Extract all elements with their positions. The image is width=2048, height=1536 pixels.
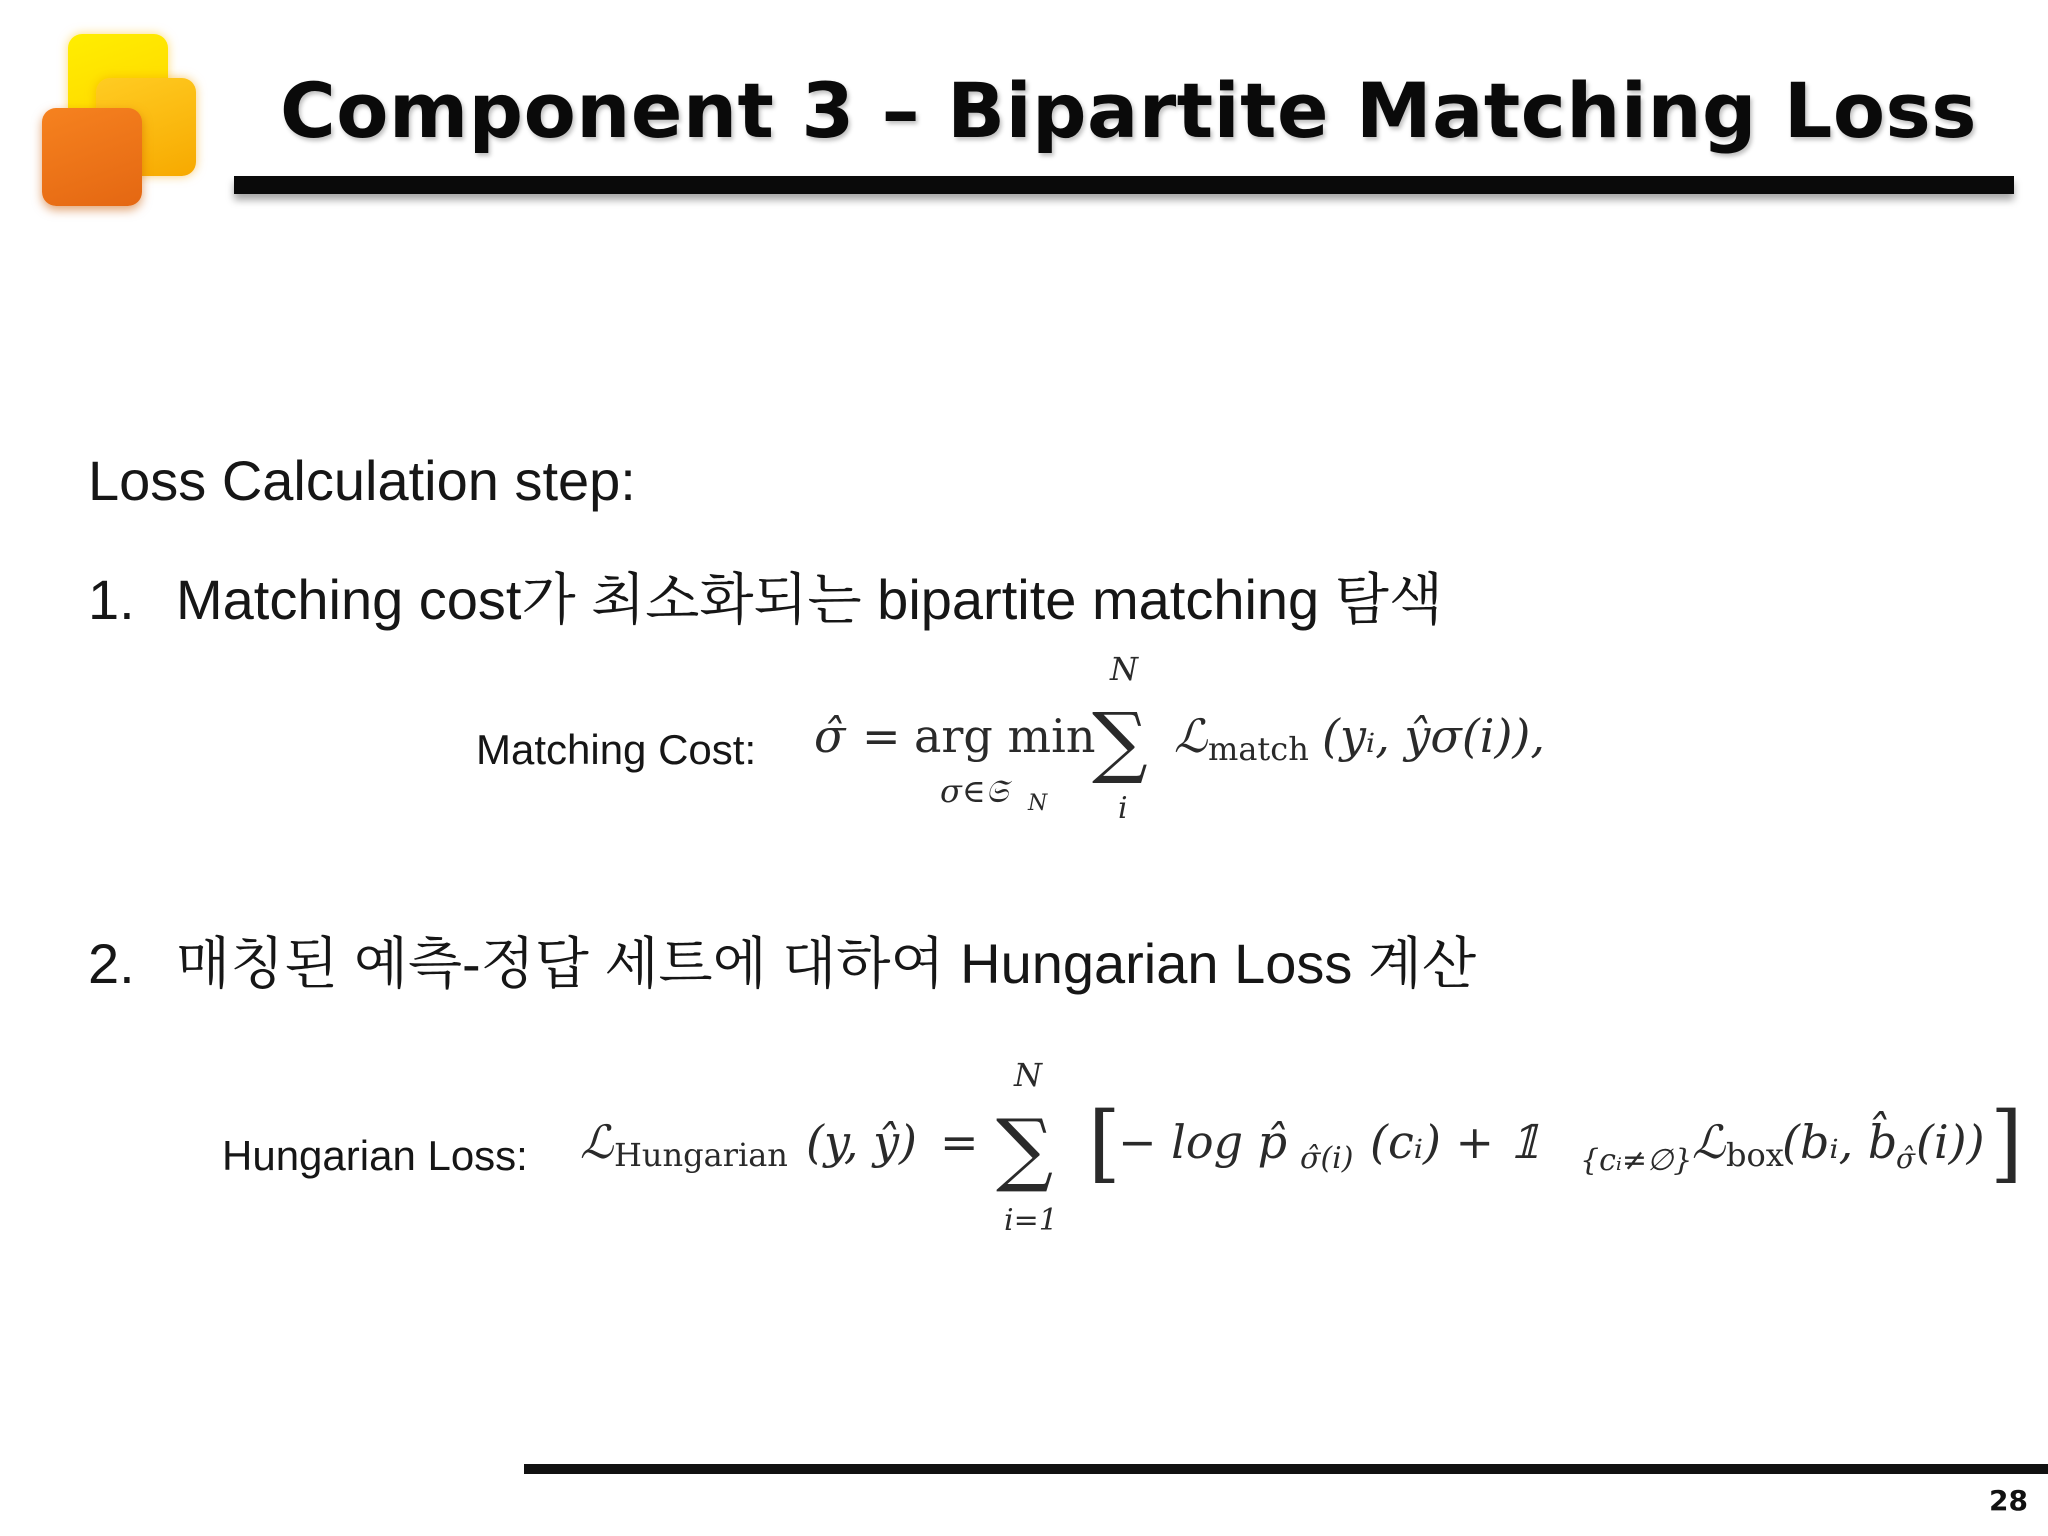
- step-1-text: Matching cost가 최소화되는 bipartite matching 탐색: [176, 568, 1443, 631]
- matching-arguments: (yᵢ, ŷσ(i)),: [1322, 709, 1545, 763]
- hungarian-loss-symbol: ℒ: [580, 1115, 614, 1169]
- box-loss-subscript: box: [1726, 1136, 1784, 1174]
- indicator-subscript: {cᵢ≠∅}: [1580, 1143, 1693, 1178]
- box-argument-tail: (i)): [1916, 1115, 1985, 1169]
- sigma-hat: σ̂: [814, 709, 846, 763]
- step-1: [88, 556, 1443, 636]
- hungarian-loss-arguments: (y, ŷ): [806, 1115, 918, 1169]
- hungarian-loss-formula: [570, 1056, 2023, 1248]
- hungarian-sum-upper-limit: N: [1014, 1056, 1042, 1094]
- hungarian-loss-label: Hungarian Loss:: [222, 1132, 528, 1179]
- hungarian-summation-symbol: ∑: [996, 1102, 1054, 1195]
- box-subscript: σ̂: [1896, 1142, 1916, 1175]
- loss-subscript-match: match: [1208, 730, 1309, 768]
- title-underline: [234, 176, 2014, 194]
- matching-cost-svg: [800, 650, 1560, 840]
- hungarian-loss-subscript: Hungarian: [614, 1136, 788, 1174]
- sum-lower-limit: i: [1118, 791, 1128, 826]
- argmin-subscript: σ∈𝔖: [940, 772, 1008, 810]
- stacked-squares-logo: [26, 24, 216, 214]
- logo-square-orange: [42, 108, 142, 206]
- argmin-operator: arg min: [914, 709, 1096, 763]
- section-heading: Loss Calculation step:: [88, 449, 636, 512]
- step-2-number: 2.: [88, 932, 135, 995]
- open-bracket: [: [1088, 1094, 1121, 1192]
- loss-symbol: ℒ: [1174, 709, 1208, 763]
- equals-sign: =: [862, 709, 901, 763]
- step-1-number: 1.: [88, 568, 135, 631]
- summation-symbol: ∑: [1092, 697, 1148, 787]
- probability-subscript: σ̂(i): [1300, 1141, 1354, 1176]
- hungarian-equals-sign: =: [940, 1115, 979, 1169]
- sum-upper-limit: N: [1110, 650, 1138, 688]
- footer-rule: [524, 1464, 2048, 1474]
- matching-cost-formula: [800, 650, 1560, 840]
- page-number: 28: [1989, 1484, 2028, 1517]
- slide-title: Component 3 – Bipartite Matching Loss: [280, 66, 1978, 155]
- hungarian-sum-lower-limit: i=1: [1004, 1203, 1058, 1238]
- hungarian-loss-svg: [570, 1056, 2023, 1248]
- close-bracket: ]: [1990, 1094, 2023, 1192]
- class-argument-and-indicator: (cᵢ) + 𝟙: [1370, 1115, 1541, 1169]
- box-arguments: (bᵢ, b̂: [1782, 1115, 1898, 1169]
- box-loss-symbol: ℒ: [1692, 1115, 1726, 1169]
- step-2-text: 매칭된 예측-정답 세트에 대하여 Hungarian Loss 계산: [176, 932, 1477, 995]
- log-probability-term: − log p̂: [1118, 1115, 1288, 1169]
- step-2: [88, 920, 1476, 1000]
- argmin-subscript-index: N: [1028, 791, 1048, 816]
- matching-cost-label: Matching Cost:: [476, 726, 757, 773]
